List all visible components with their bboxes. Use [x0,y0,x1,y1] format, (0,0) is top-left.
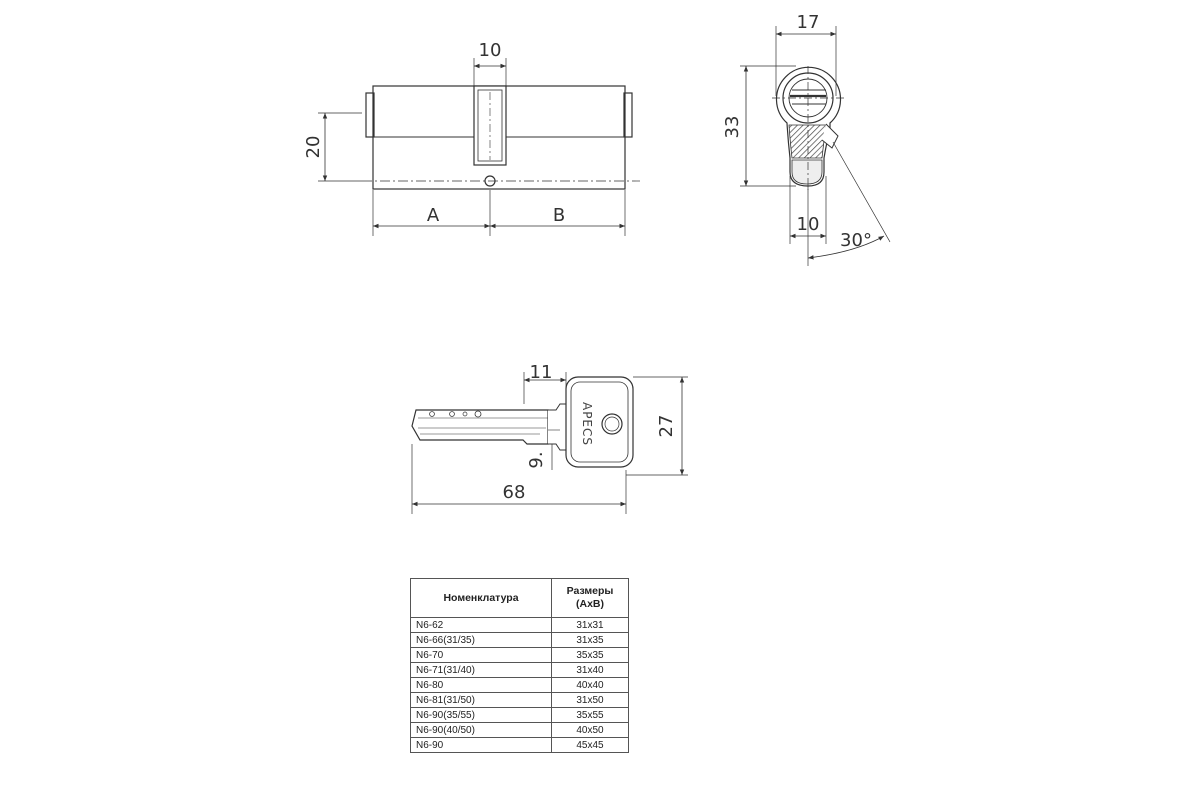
key-brand-label: APECS [580,401,594,447]
hatched-section [789,125,826,158]
table-row [411,633,629,648]
front-dim-b-label: B [552,205,566,226]
sizes-table [410,578,629,753]
key-dim-length-label: 68 [502,482,526,503]
header-sizes [552,579,629,618]
row-size: 31x40 [552,663,629,678]
table-header-row [411,579,629,618]
row-size: 35x55 [552,708,629,723]
row-name: N6-90 [411,738,552,753]
front-dim-top-label: 10 [478,40,502,61]
row-name: N6-62 [411,618,552,633]
row-size: 40x40 [552,678,629,693]
row-name: N6-71(31/40) [411,663,552,678]
table-row [411,708,629,723]
row-size: 31x31 [552,618,629,633]
table-row [411,618,629,633]
key-dim-right-label: 27 [656,414,677,438]
key-head [566,377,633,467]
row-name: N6-70 [411,648,552,663]
table-row [411,723,629,738]
row-name: N6-90(35/55) [411,708,552,723]
key-blade [412,410,548,444]
row-name: N6-80 [411,678,552,693]
row-name: N6-66(31/35) [411,633,552,648]
table-row [411,738,629,753]
cylinder-front-view [318,58,640,236]
key-dim-small-label: 9. [526,451,547,469]
header-sizes-line1: Размеры [566,585,614,597]
side-dim-top-label: 17 [796,12,820,33]
row-name: N6-90(40/50) [411,723,552,738]
row-size: 35x35 [552,648,629,663]
row-name: N6-81(31/50) [411,693,552,708]
side-angle-label: 30° [840,230,872,251]
row-size: 45x45 [552,738,629,753]
row-size: 31x50 [552,693,629,708]
key-dim-top-label: 11 [529,362,553,383]
row-size: 31x35 [552,633,629,648]
front-dim-left-label: 20 [303,135,324,159]
table-row [411,663,629,678]
table-row [411,648,629,663]
row-size: 40x50 [552,723,629,738]
front-dim-a-label: A [426,205,440,226]
table-row [411,693,629,708]
header-sizes-line2: (AxB) [576,598,604,610]
side-dim-bottom-label: 10 [796,214,820,235]
side-dim-height-label: 33 [722,115,743,139]
key-view [412,372,688,514]
table-row [411,678,629,693]
header-name: Номенклатура [411,579,552,618]
